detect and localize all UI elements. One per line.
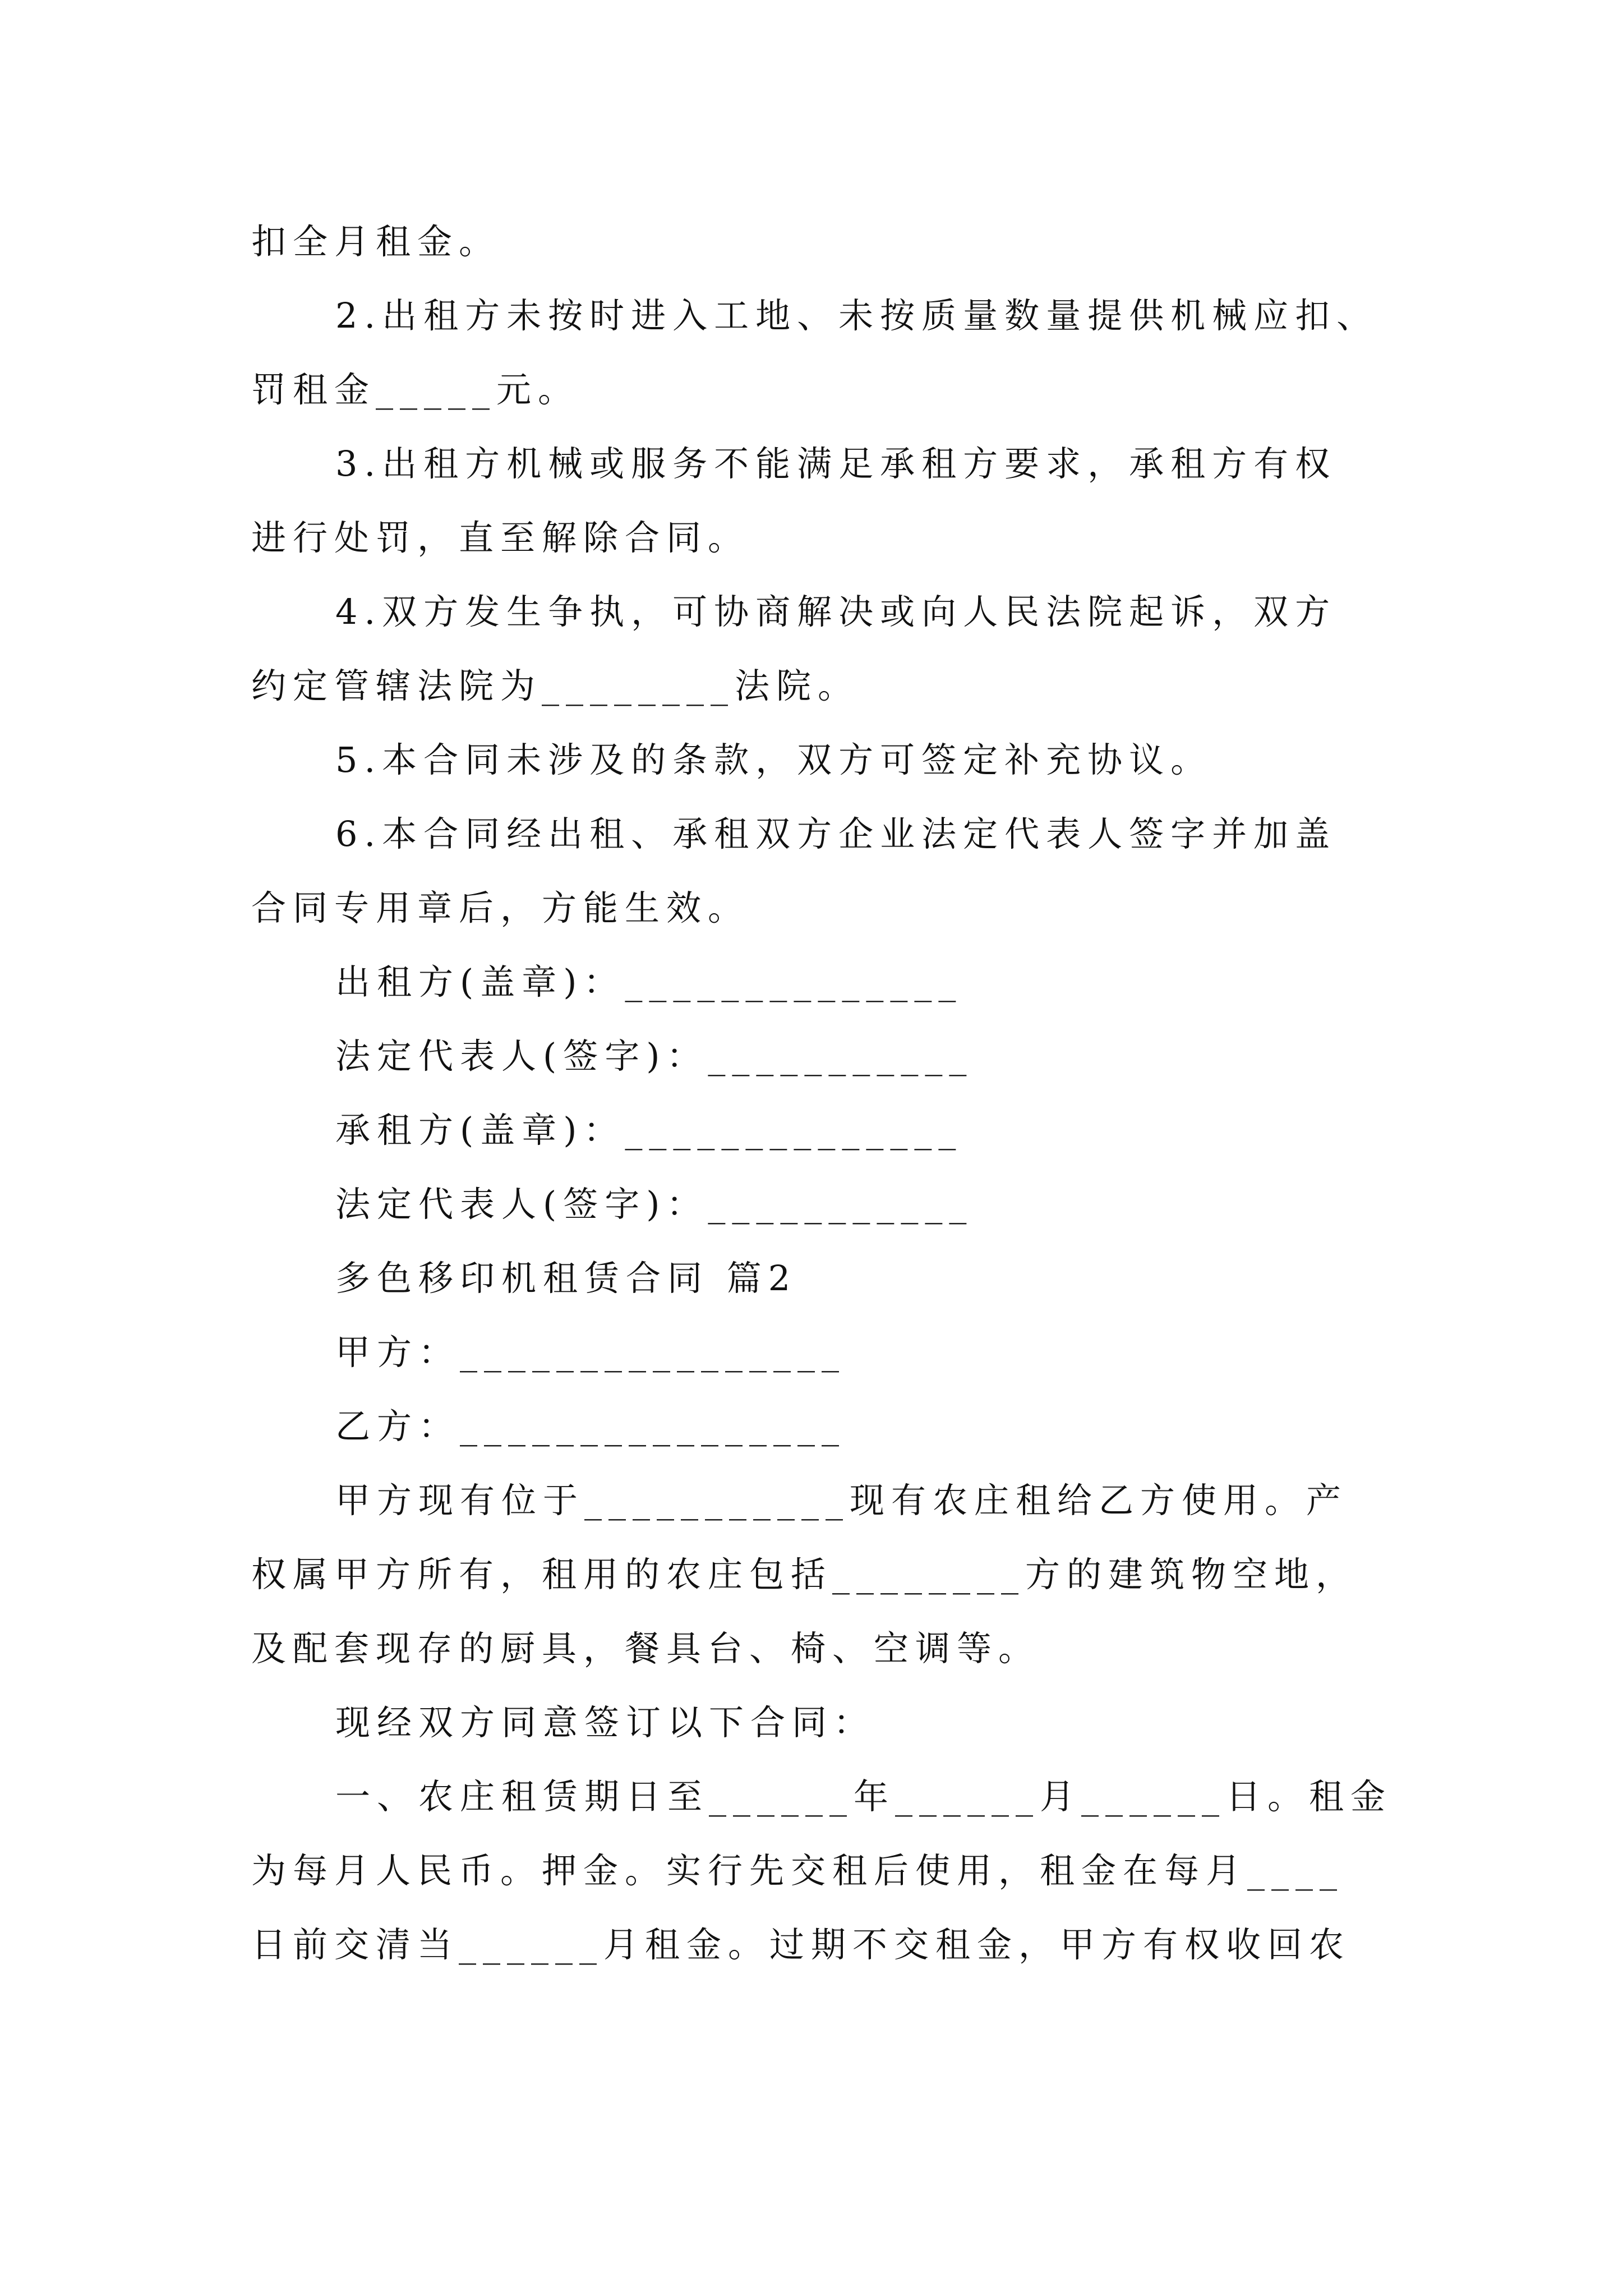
text-line: 现经双方同意签订以下合同： [335,1702,875,1743]
text-line: 5.本合同未涉及的条款，双方可签定补充协议。 [335,739,1212,780]
party-line: 甲方：________________ [335,1332,846,1373]
text-line: 进行处罚，直至解除合同。 [251,517,750,558]
text-line: 合同专用章后，方能生效。 [251,887,750,928]
text-line: 6.本合同经出租、承租双方企业法定代表人签字并加盖 [335,813,1337,854]
text-line: 4.双方发生争执，可协商解决或向人民法院起诉，双方 [335,591,1337,632]
text-line: 及配套现存的厨具，餐具台、椅、空调等。 [251,1628,1040,1669]
section-title: 多色移印机租赁合同 篇2 [335,1258,797,1299]
text-line: 2.出租方未按时进入工地、未按质量数量提供机械应扣、 [335,295,1378,336]
text-line: 约定管辖法院为________法院。 [251,665,860,706]
signature-line: 法定代表人(签字)：___________ [335,1184,974,1225]
text-line: 一、农庄租赁期日至______年______月______日。租金 [335,1776,1393,1817]
text-line: 为每月人民币。押金。实行先交租后使用，租金在每月____ [251,1850,1344,1891]
party-line: 乙方：________________ [335,1406,846,1447]
text-line: 3.出租方机械或服务不能满足承租方要求，承租方有权 [335,443,1337,484]
text-line: 甲方现有位于___________现有农庄租给乙方使用。产 [335,1480,1348,1521]
signature-line: 承租方(盖章)：______________ [335,1110,963,1151]
text-line: 日前交清当______月租金。过期不交租金，甲方有权收回农 [251,1924,1351,1965]
text-line: 扣全月租金。 [251,221,501,262]
signature-line: 出租方(盖章)：______________ [335,961,963,1002]
text-line: 权属甲方所有，租用的农庄包括________方的建筑物空地， [251,1554,1358,1595]
signature-line: 法定代表人(签字)：___________ [335,1036,974,1076]
text-line: 罚租金_____元。 [251,369,580,410]
